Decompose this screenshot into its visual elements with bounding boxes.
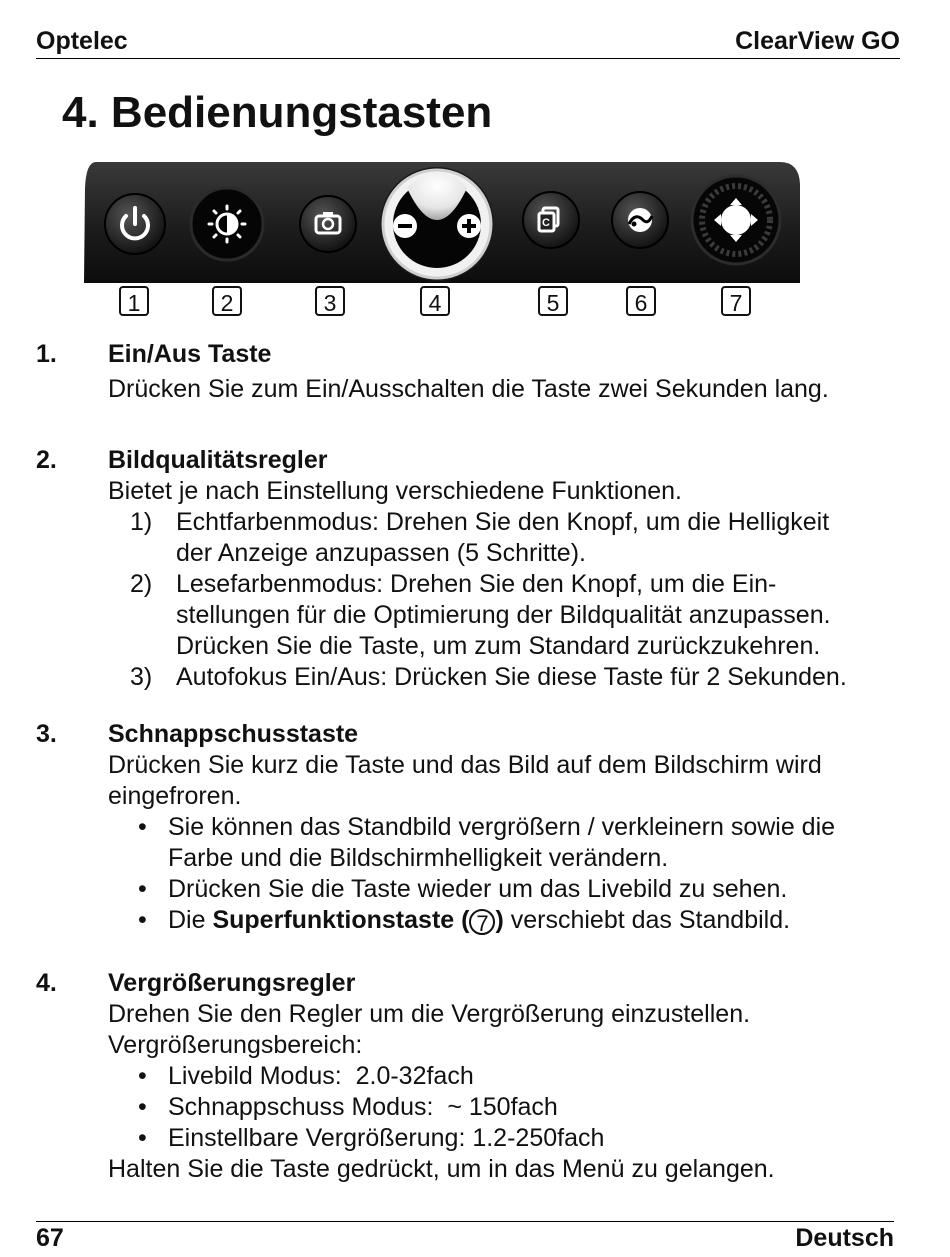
list-item-text: Autofokus Ein/Aus: Drücken Sie diese Taste für 2 Sekunden. [176,663,847,691]
list-item [130,569,910,662]
snapshot-button[interactable] [300,196,356,252]
line: stellungen für die Optimierung der Bildqualität anzupassen. [176,601,831,629]
section-title: Schnappschusstaste [108,720,359,748]
list-item [130,507,910,569]
line: Drücken Sie kurz die Taste und das Bild auf dem Bildschirm wird [108,751,822,779]
button-label-2: 2 [212,286,242,316]
section-number: 2. [36,446,57,474]
line: Farbe und die Bildschirmhelligkeit verändern. [168,844,669,872]
page-header [36,26,900,59]
image-quality-button[interactable] [191,188,263,260]
section-power-button [36,339,910,405]
text: Die [168,906,213,934]
circled-number-7: 7 [469,909,495,935]
section-heading [36,968,910,999]
header-brand: Optelec [36,27,128,55]
list-item-number: 1) [130,508,153,536]
bullet: • [138,906,147,934]
section-text: Drücken Sie zum Ein/Ausschalten die Taste zwei Sekunden lang. [108,375,829,403]
section-title: Ein/Aus Taste [108,340,272,368]
line: Echtfarbenmodus: Drehen Sie den Knopf, um die Helligkeit [176,508,830,536]
power-button[interactable] [105,194,165,254]
list-item-text [176,507,910,569]
text: verschiebt das Standbild. [503,906,791,934]
line: Drehen Sie den Regler um die Vergrößerung einzustellen. [108,1000,751,1028]
text: Superfunktionstaste ( [212,906,470,934]
button-label-7: 7 [721,286,751,316]
page-title: 4. Bedienungstasten [62,88,493,137]
line: eingefroren. [108,782,242,810]
section-number: 3. [36,720,57,748]
list-item-text: Einstellbare Vergrößerung: 1.2-250fach [168,1124,605,1152]
list-item [138,1123,910,1154]
list-item [138,812,910,874]
button-label-4: 4 [420,286,450,316]
list-item [138,874,910,905]
bullet: • [138,1124,147,1152]
svg-text:C: C [542,217,550,229]
list-item [138,905,910,936]
list-item [130,662,910,693]
list-item-number: 3) [130,663,153,691]
button-label-1: 1 [119,286,149,316]
color-button[interactable] [523,192,579,248]
section-title: Bildqualitätsregler [108,446,328,474]
page-number: 67 [36,1224,64,1252]
section-number: 1. [36,340,57,368]
bullet: • [138,1062,147,1090]
list-item-number: 2) [130,570,153,598]
line: der Anzeige anzupassen (5 Schritte). [176,539,586,567]
button-label-6: 6 [626,286,656,316]
section-text [108,999,910,1061]
device-control-panel [82,158,802,283]
button-label-5: 5 [538,286,568,316]
section-number: 4. [36,969,57,997]
page-footer [36,1221,894,1253]
section-title: Vergrößerungsregler [108,969,356,997]
section-magnification [36,968,910,1185]
numbered-list [36,507,910,693]
header-product: ClearView GO [735,27,900,55]
section-heading [36,445,910,476]
section-snapshot [36,719,910,936]
section-text: Halten Sie die Taste gedrückt, um in das Menü zu gelangen. [108,1155,775,1183]
section-heading [36,719,910,750]
line: Sie können das Standbild vergrößern / verkleinern sowie die [168,813,836,841]
bullet-list [36,1061,910,1154]
text: ) [495,906,504,934]
section-heading [36,339,910,370]
mode-button[interactable] [612,192,668,248]
line: Vergrößerungsbereich: [108,1031,363,1059]
list-item [138,1061,910,1092]
bullet-list [36,812,910,936]
zoom-dial[interactable] [380,167,494,281]
list-item-text: Livebild Modus: 2.0-32fach [168,1062,474,1090]
super-function-wheel[interactable] [692,176,780,264]
bullet: • [138,813,147,841]
list-item [138,1092,910,1123]
color-mode-icon [628,208,652,232]
line: Drücken Sie die Taste, um zum Standard zurückzukehren. [176,632,821,660]
section-image-quality [36,445,910,693]
list-item-text: Schnappschuss Modus: ~ 150fach [168,1093,558,1121]
list-item-text [168,905,910,936]
section-text [108,750,910,812]
bullet: • [138,1093,147,1121]
list-item-text [176,569,910,662]
footer-language: Deutsch [795,1224,894,1252]
button-label-3: 3 [315,286,345,316]
section-text: Bietet je nach Einstellung verschiedene Funktionen. [108,477,682,505]
super-function-key-label [212,906,503,934]
line: Lesefarbenmodus: Drehen Sie den Knopf, um die Ein- [176,570,777,598]
list-item-text: Drücken Sie die Taste wieder um das Livebild zu sehen. [168,875,788,903]
bullet: • [138,875,147,903]
list-item-text [168,812,910,874]
